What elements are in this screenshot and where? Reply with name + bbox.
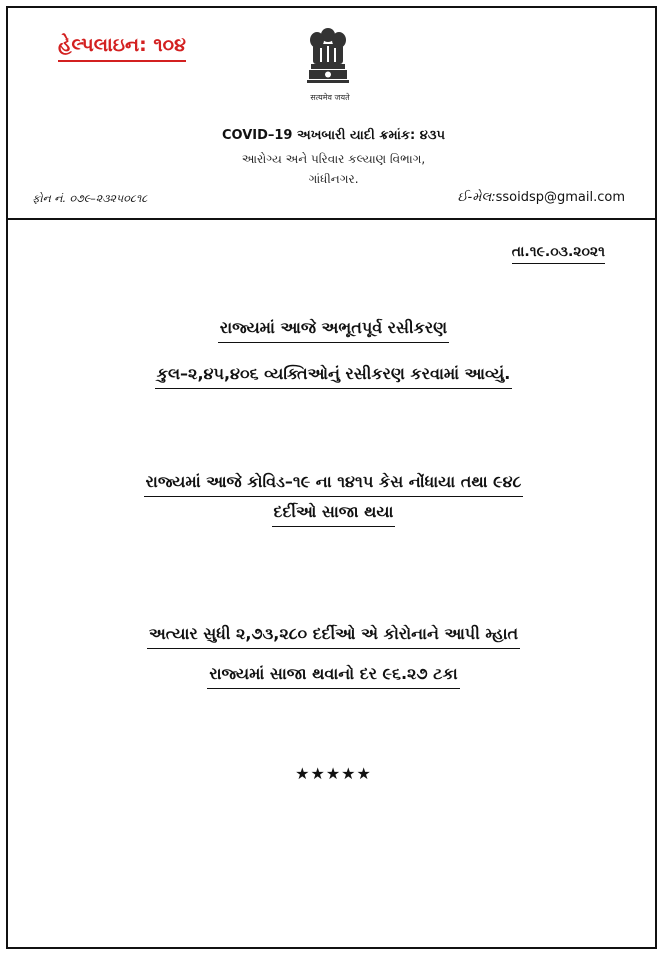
header-divider bbox=[8, 218, 655, 220]
headline-3-line-1 bbox=[0, 624, 667, 649]
headline-1-line-2 bbox=[0, 364, 667, 389]
headline-2-line-2 bbox=[0, 502, 667, 527]
headline-text: અત્યાર સુધી ૨,૭૩,૨૮૦ દર્દીઓ એ કોરોનાને આપી મ્હાત bbox=[147, 624, 520, 649]
headline-text: કુલ–૨,૪૫,૪૦૬ વ્યક્તિઓનું રસીકરણ કરવામાં આવ્યું. bbox=[155, 364, 513, 389]
headline-1-line-1 bbox=[0, 318, 667, 343]
headline-2-line-1 bbox=[0, 472, 667, 497]
email-line bbox=[457, 190, 625, 205]
release-date: તા.૧૯.૦૩.૨૦૨૧ bbox=[512, 244, 605, 264]
headline-3-line-2 bbox=[0, 664, 667, 689]
city-name: ગાંધીનગર. bbox=[308, 172, 359, 186]
email-address[interactable]: ssoidsp@gmail.com bbox=[495, 190, 625, 205]
department-name: આરોગ્ય અને પરિવાર કલ્યાણ વિભાગ, bbox=[241, 152, 426, 166]
headline-text: રાજ્યમાં આજે કોવિડ–૧૯ ના ૧૪૧૫ કેસ નોંધાયા તથા ૯૪૮ bbox=[144, 472, 524, 497]
headline-text: દર્દીઓ સાજા થયા bbox=[272, 502, 396, 527]
headline-text: રાજ્યમાં સાજા થવાનો દર ૯૬.૨૭ ટકા bbox=[207, 664, 459, 689]
email-label: ઈ-મેલ: bbox=[457, 190, 496, 205]
phone-number: ફોન નં. ૦૭૯–૨૩૨૫૦૮૧૮ bbox=[32, 192, 148, 205]
helpline-number: હેલ્પલાઇન: ૧૦૪ bbox=[58, 34, 186, 62]
headline-text: રાજ્યમાં આજે અભૂતપૂર્વ રસીકરણ bbox=[218, 318, 449, 343]
footer-stars: ★★★★★ bbox=[295, 764, 372, 783]
emblem-motto: सत्यमेव जयते bbox=[310, 93, 350, 102]
national-emblem-icon bbox=[303, 26, 353, 94]
press-note-title: COVID–19 અખબારી યાદી ક્રમાંક: ૪૩૫ bbox=[221, 128, 446, 143]
